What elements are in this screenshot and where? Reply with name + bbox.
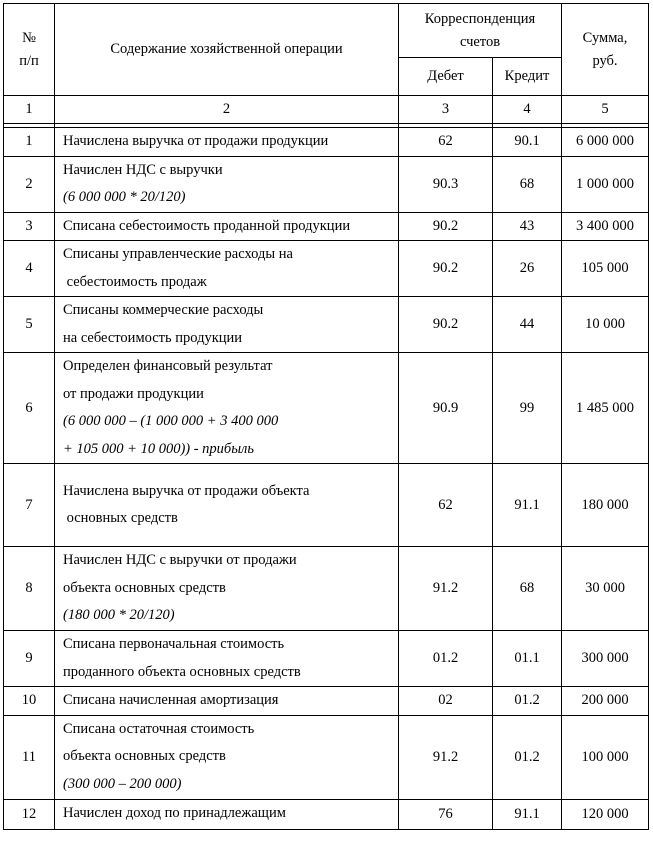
column-number: 3 [399, 96, 493, 124]
row-number: 8 [4, 547, 55, 631]
amount: 6 000 000 [562, 128, 649, 157]
row-number: 1 [4, 128, 55, 157]
operation-description [55, 128, 399, 157]
header-credit: Кредит [493, 58, 562, 96]
amount: 1 485 000 [562, 353, 649, 464]
description-line: Списана остаточная стоимость [63, 720, 255, 737]
description-line: + 105 000 + 10 000)) - прибыль [63, 440, 254, 457]
description-line: основных средств [63, 510, 178, 526]
table-row [4, 297, 649, 353]
credit-account: 99 [493, 353, 562, 464]
description-line: (180 000 * 20/120) [63, 607, 175, 624]
debit-account: 62 [399, 128, 493, 157]
row-number: 5 [4, 297, 55, 353]
operation-description [55, 464, 399, 547]
description-line: Начислен доход по принадлежащим [63, 805, 286, 822]
amount: 120 000 [562, 799, 649, 829]
table-row [4, 464, 649, 547]
description-line: (6 000 000 – (1 000 000 + 3 400 000 [63, 413, 279, 429]
credit-account: 44 [493, 297, 562, 353]
debit-account: 91.2 [399, 547, 493, 631]
amount: 300 000 [562, 631, 649, 687]
amount: 100 000 [562, 715, 649, 799]
row-number: 10 [4, 687, 55, 716]
credit-account: 43 [493, 212, 562, 241]
table-row [4, 212, 649, 241]
description-line: Начислен НДС с выручки [63, 161, 223, 178]
debit-account: 90.2 [399, 212, 493, 241]
amount: 200 000 [562, 687, 649, 716]
description-line: Начислена выручка от продажи продукции [63, 133, 329, 149]
table-row [4, 241, 649, 297]
credit-account: 68 [493, 547, 562, 631]
amount: 105 000 [562, 241, 649, 297]
operation-description [55, 156, 399, 212]
header-sum: Сумма, руб. [562, 4, 649, 96]
row-number: 6 [4, 353, 55, 464]
debit-account: 90.9 [399, 353, 493, 464]
table-row [4, 128, 649, 157]
description-line: объекта основных средств [63, 748, 226, 765]
amount: 30 000 [562, 547, 649, 631]
table-row [4, 631, 649, 687]
description-line: (300 000 – 200 000) [63, 775, 182, 792]
description-line: себестоимость продаж [63, 273, 207, 290]
row-number: 12 [4, 799, 55, 829]
header-number: № п/п [4, 4, 55, 96]
table-row [4, 799, 649, 829]
operation-description [55, 297, 399, 353]
description-line: Списаны коммерческие расходы [63, 302, 264, 318]
description-line: на себестоимость продукции [63, 329, 243, 346]
description-line: (6 000 000 * 20/120) [63, 189, 186, 205]
column-numbers-row [4, 96, 649, 124]
table-row [4, 547, 649, 631]
credit-account: 91.1 [493, 799, 562, 829]
debit-account: 02 [399, 687, 493, 716]
description-line: Начислена выручка от продажи объекта [63, 482, 310, 499]
credit-account: 68 [493, 156, 562, 212]
description-line: Определен финансовый результат [63, 358, 273, 374]
debit-account: 01.2 [399, 631, 493, 687]
table-row [4, 687, 649, 716]
description-line: объекта основных средств [63, 579, 226, 596]
description-line: Списана начисленная амортизация [63, 692, 279, 708]
credit-account: 01.2 [493, 687, 562, 716]
operation-description [55, 547, 399, 631]
amount: 3 400 000 [562, 212, 649, 241]
amount: 1 000 000 [562, 156, 649, 212]
debit-account: 91.2 [399, 715, 493, 799]
column-number: 4 [493, 96, 562, 124]
amount: 180 000 [562, 464, 649, 547]
debit-account: 76 [399, 799, 493, 829]
credit-account: 01.2 [493, 715, 562, 799]
operation-description [55, 353, 399, 464]
row-number: 7 [4, 464, 55, 547]
column-number: 2 [55, 96, 399, 124]
credit-account: 90.1 [493, 128, 562, 157]
table-row [4, 353, 649, 464]
table-row [4, 715, 649, 799]
operation-description [55, 212, 399, 241]
column-number: 5 [562, 96, 649, 124]
table-row [4, 156, 649, 212]
column-number: 1 [4, 96, 55, 124]
description-line: Списаны управленческие расходы на [63, 246, 293, 262]
header-correspondence: Корреспонденция счетов [399, 4, 562, 58]
credit-account: 91.1 [493, 464, 562, 547]
description-line: Списана себестоимость проданной продукции [63, 217, 351, 234]
description-line: Списана первоначальная стоимость [63, 636, 285, 652]
operation-description [55, 631, 399, 687]
row-number: 9 [4, 631, 55, 687]
row-number: 3 [4, 212, 55, 241]
operation-description [55, 241, 399, 297]
amount: 10 000 [562, 297, 649, 353]
description-line: проданного объекта основных средств [63, 663, 301, 680]
credit-account: 01.1 [493, 631, 562, 687]
header-debit: Дебет [399, 58, 493, 96]
debit-account: 90.3 [399, 156, 493, 212]
debit-account: 90.2 [399, 241, 493, 297]
description-line: Начислен НДС с выручки от продажи [63, 552, 297, 569]
description-line: от продажи продукции [63, 385, 204, 402]
operation-description [55, 687, 399, 716]
row-number: 4 [4, 241, 55, 297]
debit-account: 62 [399, 464, 493, 547]
debit-account: 90.2 [399, 297, 493, 353]
operations-table [3, 3, 649, 830]
credit-account: 26 [493, 241, 562, 297]
operation-description [55, 715, 399, 799]
header-content: Содержание хозяйственной операции [55, 4, 399, 96]
operation-description [55, 799, 399, 829]
row-number: 11 [4, 715, 55, 799]
row-number: 2 [4, 156, 55, 212]
